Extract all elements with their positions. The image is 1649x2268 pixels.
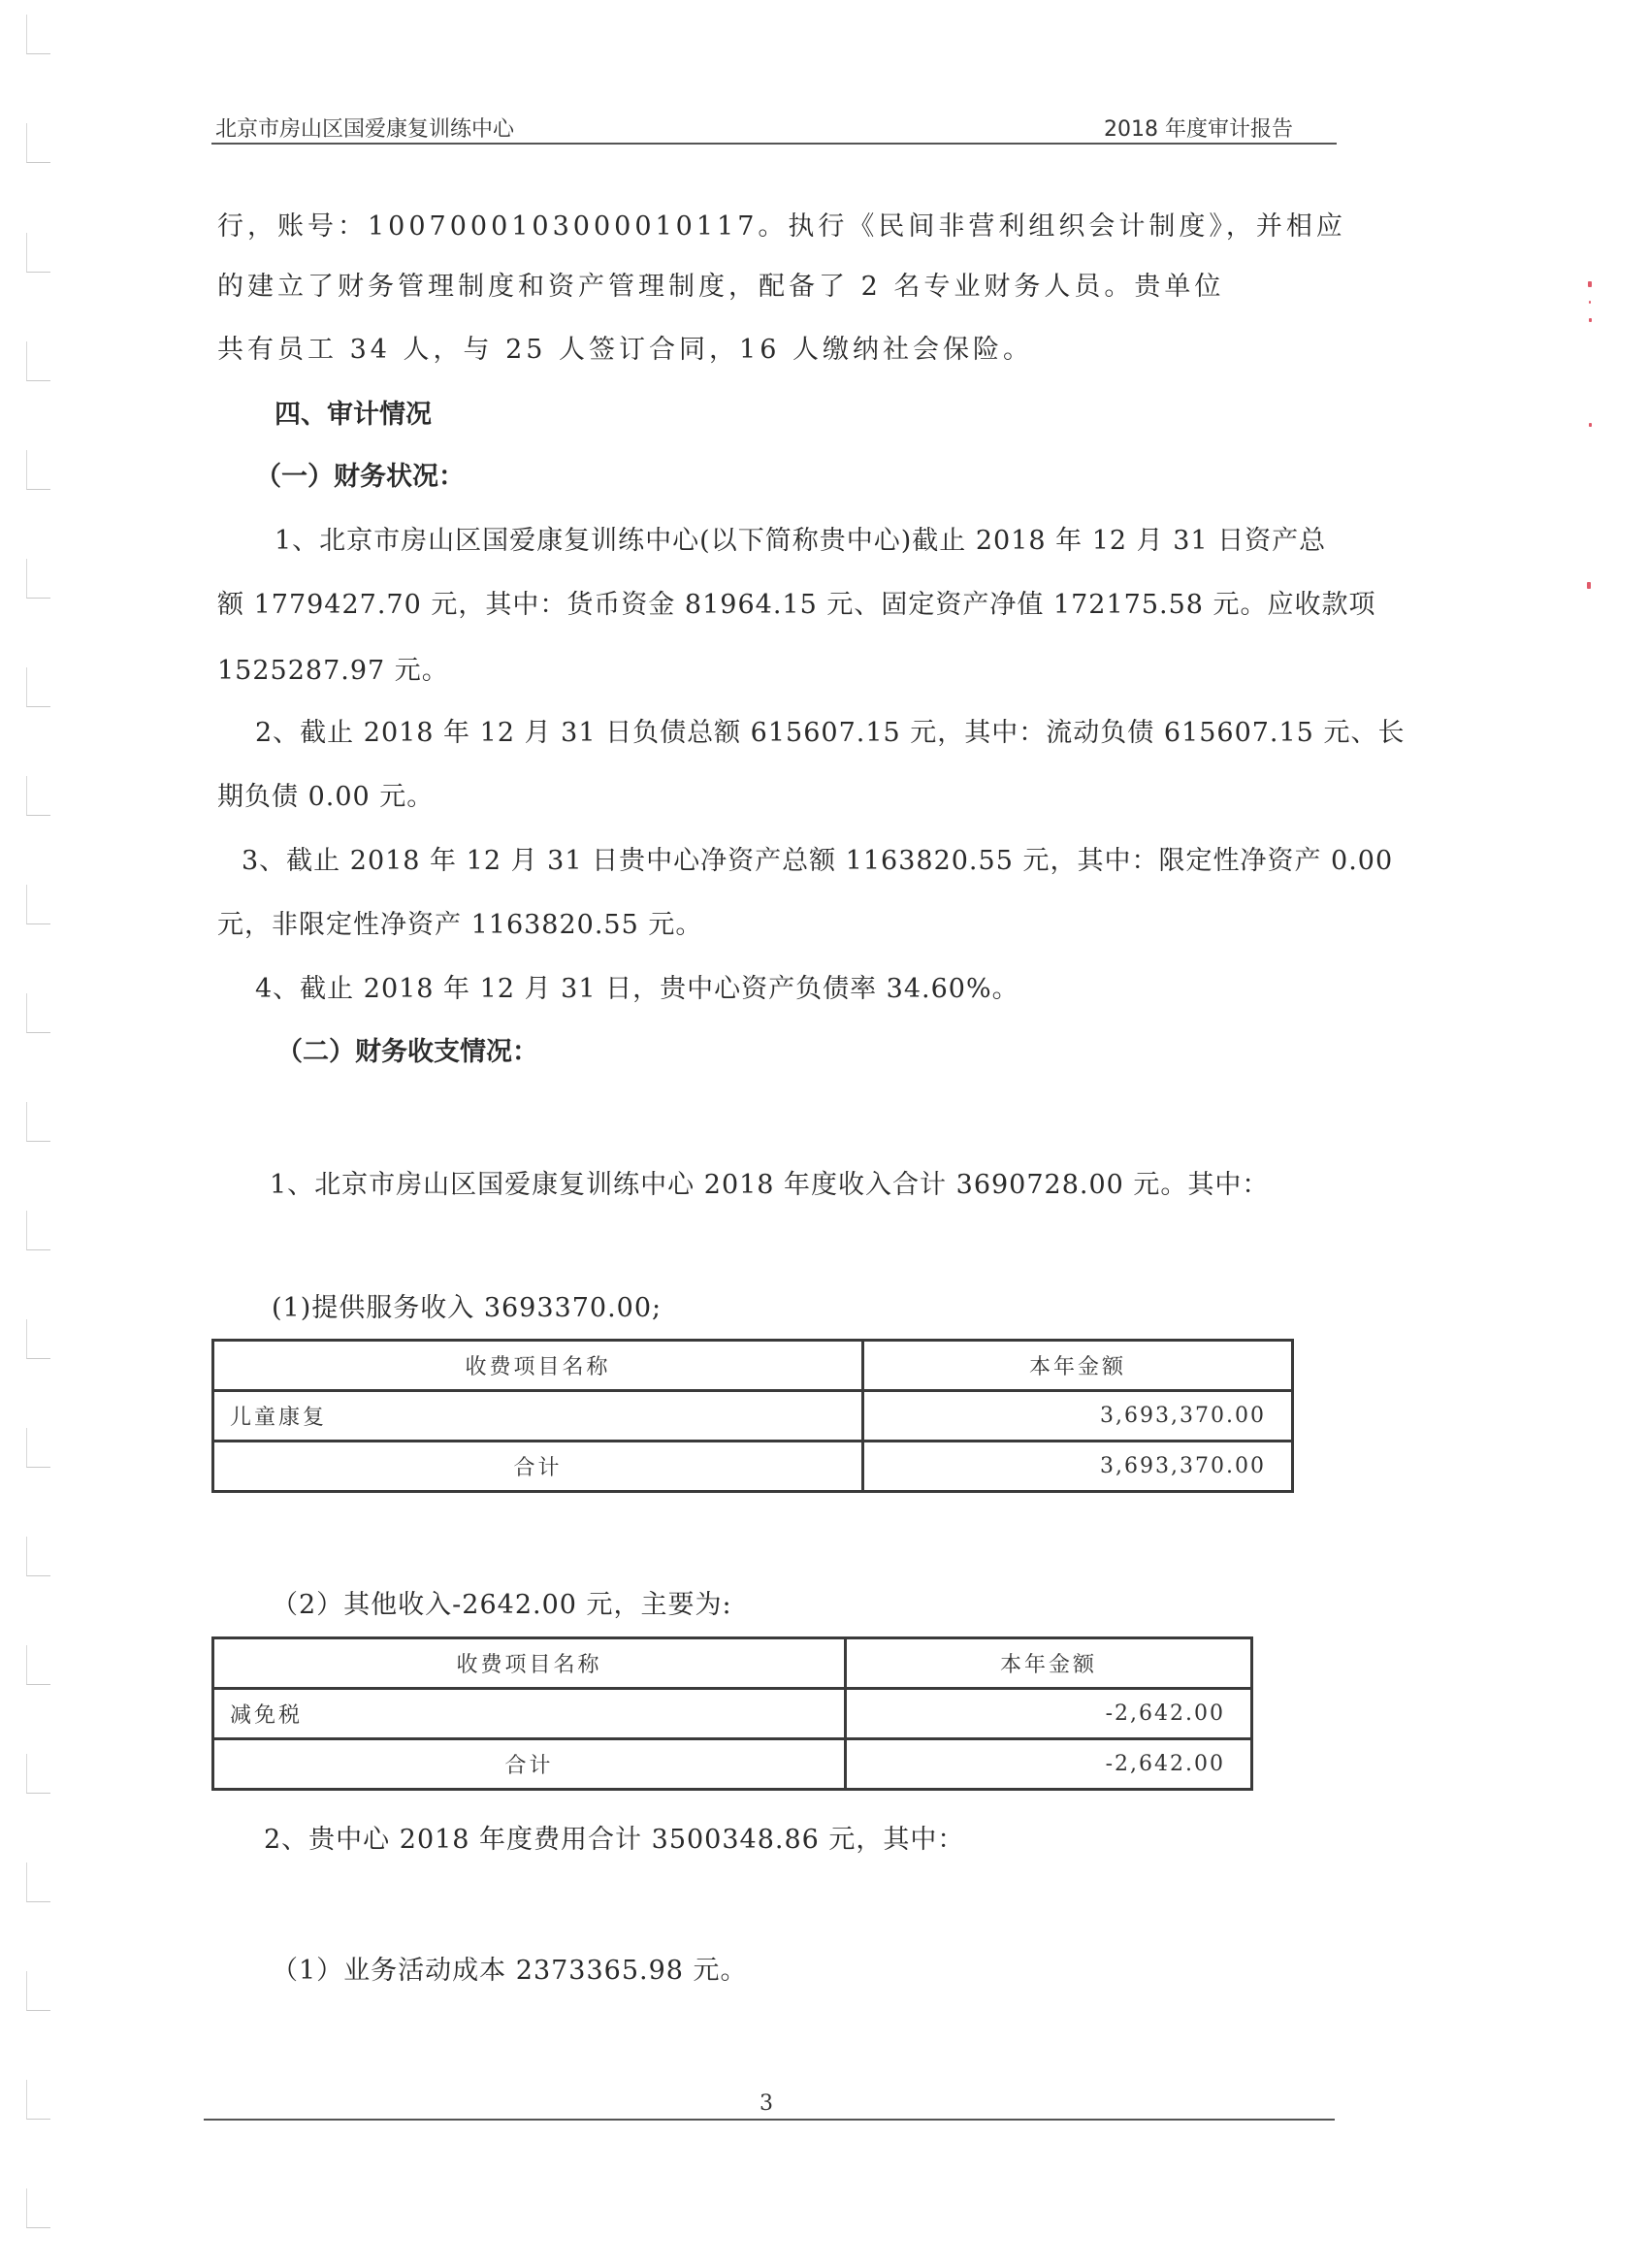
- subsection-heading-income-expense: （二）财务收支情况：: [276, 1037, 538, 1067]
- body-line: 1、北京市房山区国爱康复训练中心(以下简称贵中心)截止 2018 年 12 月 31 日资产总: [275, 526, 1327, 556]
- binding-mark: [26, 15, 50, 54]
- table-row: [213, 1391, 1293, 1442]
- body-line: 元，非限定性净资产 1163820.55 元。: [217, 910, 703, 940]
- binding-mark: [26, 2080, 50, 2120]
- body-line: 4、截止 2018 年 12 月 31 日，贵中心资产负债率 34.60%。: [255, 974, 1019, 1004]
- table-header-cell: 本年金额: [863, 1341, 1293, 1391]
- header-report-title: 2018 年度审计报告: [1104, 117, 1293, 142]
- body-line: 的建立了财务管理制度和资产管理制度，配备了 2 名专业财务人员。贵单位: [217, 272, 1225, 302]
- table-total-amount: 3,693,370.00: [863, 1442, 1293, 1492]
- table-total-label: 合计: [213, 1442, 863, 1492]
- table-total-row: [213, 1739, 1252, 1790]
- table-cell-amount: -2,642.00: [846, 1689, 1252, 1739]
- table-cell-amount: 3,693,370.00: [863, 1391, 1293, 1442]
- binding-mark: [26, 1971, 50, 2011]
- binding-mark: [26, 993, 50, 1033]
- binding-mark: [26, 559, 50, 599]
- service-income-table: [211, 1339, 1294, 1493]
- section-heading: 四、审计情况: [275, 400, 432, 430]
- table-header-cell: 收费项目名称: [213, 1638, 846, 1689]
- binding-mark: [26, 341, 50, 381]
- binding-mark: [26, 1102, 50, 1142]
- binding-mark: [26, 1428, 50, 1468]
- table-total-label: 合计: [213, 1739, 846, 1790]
- body-line: 2、截止 2018 年 12 月 31 日负债总额 615607.15 元，其中：流动负债 615607.15 元、长: [255, 718, 1406, 748]
- binding-mark: [26, 1319, 50, 1359]
- body-line: （1）业务活动成本 2373365.98 元。: [272, 1956, 748, 1986]
- body-line: 1、北京市房山区国爱康复训练中心 2018 年度收入合计 3690728.00 元。其中：: [270, 1170, 1270, 1200]
- binding-mark: [26, 450, 50, 490]
- table-cell-name: 儿童康复: [213, 1391, 863, 1442]
- binding-mark: [26, 123, 50, 163]
- seal-mark: [1588, 281, 1592, 287]
- seal-mark: [1589, 301, 1591, 304]
- body-line: 共有员工 34 人，与 25 人签订合同，16 人缴纳社会保险。: [217, 335, 1033, 365]
- table-cell-name: 减免税: [213, 1689, 846, 1739]
- body-line: 额 1779427.70 元，其中：货币资金 81964.15 元、固定资产净值 172175.58 元。应收款项: [217, 590, 1376, 620]
- footer-rule: [204, 2119, 1335, 2121]
- table-total-row: [213, 1442, 1293, 1492]
- binding-mark: [26, 885, 50, 924]
- body-line: 期负债 0.00 元。: [217, 782, 435, 812]
- table-header-row: [213, 1638, 1252, 1689]
- binding-mark: [26, 1863, 50, 1902]
- body-line: (1)提供服务收入 3693370.00;: [272, 1293, 663, 1323]
- table-row: [213, 1689, 1252, 1739]
- seal-mark: [1589, 318, 1592, 322]
- subsection-heading-financial-status: （一）财务状况：: [255, 462, 465, 492]
- header-rule: [211, 143, 1337, 145]
- body-line: 3、截止 2018 年 12 月 31 日贵中心净资产总额 1163820.55 元，其中：限定性净资产 0.00: [242, 846, 1394, 876]
- table-header-row: [213, 1341, 1293, 1391]
- table-header-cell: 收费项目名称: [213, 1341, 863, 1391]
- body-line: 行，账号：1007000103000010117。执行《民间非营利组织会计制度》，并相应: [217, 211, 1346, 242]
- binding-mark: [26, 1645, 50, 1685]
- seal-mark: [1589, 423, 1592, 427]
- body-line: 1525287.97 元。: [217, 656, 449, 686]
- body-line: 2、贵中心 2018 年度费用合计 3500348.86 元，其中：: [264, 1825, 965, 1855]
- binding-mark: [26, 776, 50, 816]
- binding-mark: [26, 667, 50, 707]
- binding-mark: [26, 233, 50, 273]
- table-total-amount: -2,642.00: [846, 1739, 1252, 1790]
- binding-mark: [26, 1211, 50, 1250]
- binding-mark: [26, 1754, 50, 1794]
- table-header-cell: 本年金额: [846, 1638, 1252, 1689]
- binding-mark: [26, 1537, 50, 1576]
- other-income-table: [211, 1636, 1253, 1791]
- body-line: （2）其他收入-2642.00 元，主要为:: [272, 1590, 732, 1620]
- seal-mark: [1587, 582, 1591, 589]
- binding-mark: [26, 2188, 50, 2228]
- header-org-name: 北京市房山区国爱康复训练中心: [215, 117, 515, 142]
- page-number: 3: [760, 2091, 773, 2116]
